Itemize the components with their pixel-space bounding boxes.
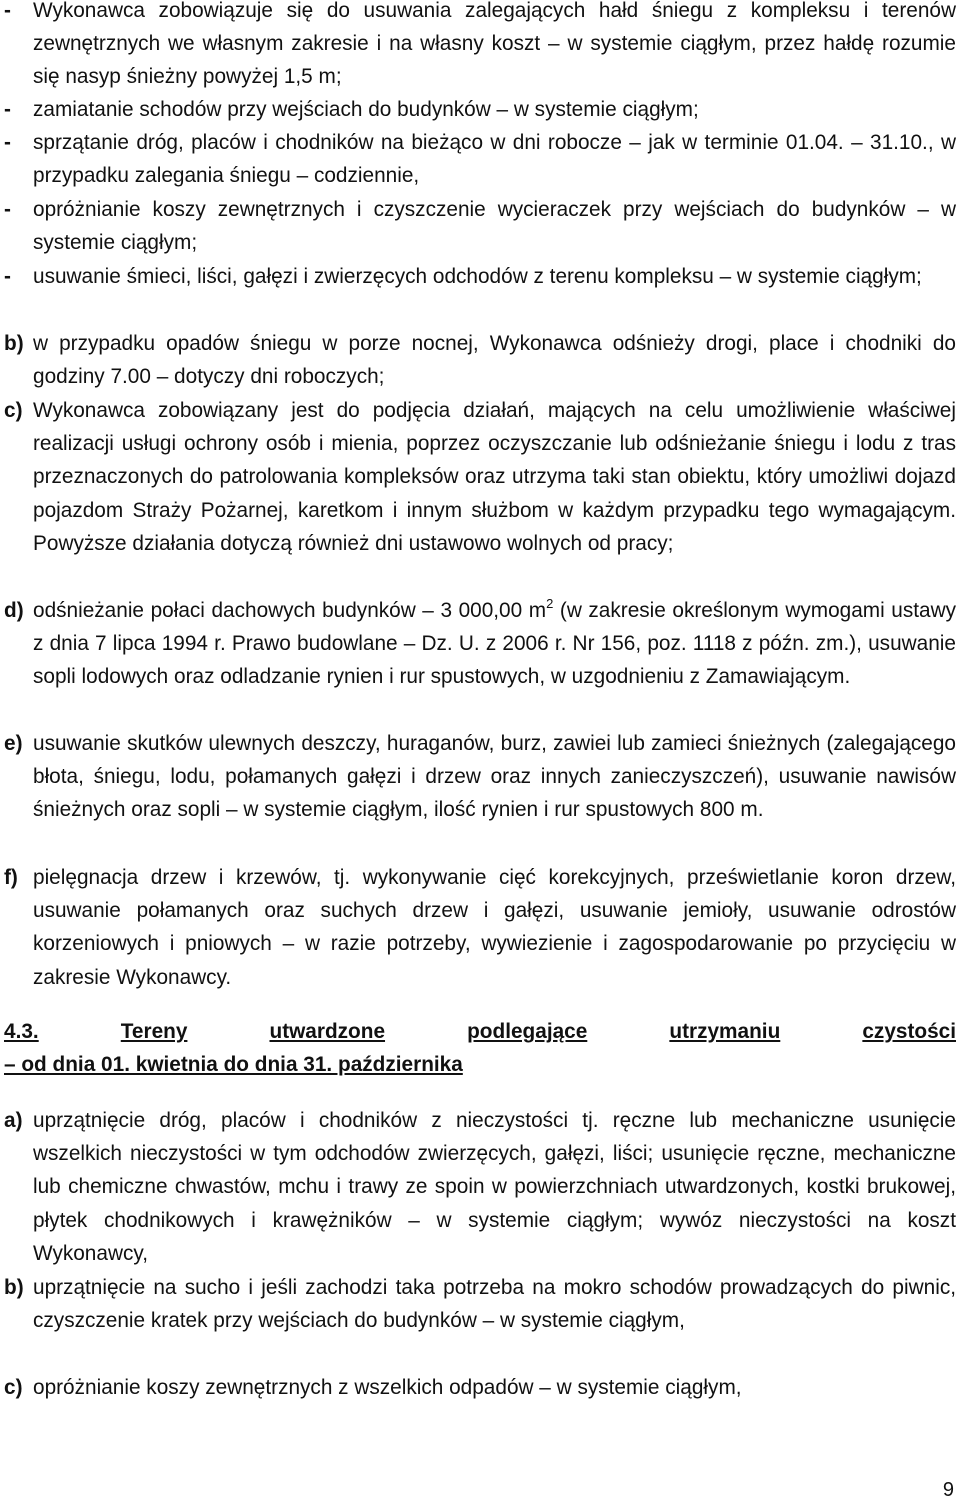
list-marker: c) bbox=[4, 1376, 23, 1399]
section-title-word: Tereny bbox=[120, 1020, 188, 1043]
list-item-text: zamiatanie schodów przy wejściach do budynków – w systemie ciągłym; bbox=[33, 98, 699, 121]
list-item bbox=[4, 861, 956, 994]
list-item bbox=[4, 1104, 956, 1270]
list-marker: d) bbox=[4, 599, 24, 622]
section-title-word: utwardzone bbox=[269, 1020, 386, 1043]
page-number: 9 bbox=[942, 1479, 954, 1501]
list-item bbox=[4, 193, 956, 259]
list-item-text: w przypadku opadów śniegu w porze nocnej, Wykonawca odśnieży drogi, place i chodniki do godziny 7.00 – dotyczy dni roboczych; bbox=[33, 332, 956, 389]
list-marker: - bbox=[4, 0, 11, 22]
list-item bbox=[4, 394, 956, 560]
section-title-word: podlegające bbox=[467, 1020, 588, 1043]
list-marker: c) bbox=[4, 399, 23, 422]
list-item-text: Wykonawca zobowiązuje się do usuwania zalegających hałd śniegu z kompleksu i terenów zewnętrznych we własnym zakresie i na własny koszt – w systemie ciągłym, przez hałdę rozumie się nasyp śnieżny powyżej 1,5 m; bbox=[33, 0, 956, 89]
section-heading bbox=[4, 1015, 956, 1081]
list-item-text: opróżnianie koszy zewnętrznych i czyszczenie wycieraczek przy wejściach do budynków – w systemie ciągłym; bbox=[33, 198, 956, 255]
list-item bbox=[4, 0, 956, 94]
superscript: 2 bbox=[546, 596, 554, 611]
section-title-word: czystości bbox=[862, 1020, 956, 1043]
list-marker: - bbox=[4, 265, 11, 288]
list-item-text: uprzątnięcie na sucho i jeśli zachodzi taka potrzeba na mokro schodów prowadzących do piwnic, czyszczenie kratek przy wejściach do budynków – w systemie ciągłym, bbox=[33, 1276, 956, 1333]
list-marker: b) bbox=[4, 332, 24, 355]
list-marker: - bbox=[4, 98, 11, 121]
list-marker: - bbox=[4, 131, 11, 154]
list-item bbox=[4, 126, 956, 192]
list-item-text: usuwanie śmieci, liści, gałęzi i zwierzęcych odchodów z terenu kompleksu – w systemie ciągłym; bbox=[33, 265, 922, 288]
list-marker: - bbox=[4, 198, 11, 221]
list-item bbox=[4, 327, 956, 393]
section-title-word: utrzymaniu bbox=[669, 1020, 781, 1043]
list-marker: f) bbox=[4, 866, 18, 889]
section-number: 4.3. bbox=[4, 1020, 39, 1043]
list-item-text: sprzątanie dróg, placów i chodników na bieżąco w dni robocze – jak w terminie 01.04. – 31.10., w przypadku zalegania śniegu – codziennie, bbox=[33, 131, 956, 188]
section-subtitle: – od dnia 01. kwietnia do dnia 31. października bbox=[4, 1053, 463, 1077]
list-item-text: uprzątnięcie dróg, placów i chodników z nieczystości tj. ręczne lub mechaniczne usunięcie wszelkich nieczystości w tym odchodów zwierzęcych, gałęzi, liści; usunięcie ręczne, mechaniczne lub chemiczne chwastów, mchu i trawy ze spoin w powierzchniach utwardzonych, kostki brukowej, płytek chodnikowych i krawężników – w systemie ciągłym; wywóz nieczystości na koszt Wykonawcy, bbox=[33, 1109, 956, 1265]
list-item bbox=[4, 260, 956, 293]
list-item bbox=[4, 93, 956, 126]
list-item-text: odśnieżanie połaci dachowych budynków – 3 000,00 $m^2$ (w zakresie określonym wymogami ustawy z dnia 7 lipca 1994 r. Prawo budowlane – Dz. U. z 2006 r. Nr 156, poz. 1118 z późn. zm.), usuwanie sopli lodowych oraz odladzanie rynien i rur spustowych, w uzgodnieniu z Zamawiającym. bbox=[33, 596, 957, 689]
list-marker: a) bbox=[4, 1109, 23, 1132]
list-marker: b) bbox=[4, 1276, 24, 1299]
list-item-text: Wykonawca zobowiązany jest do podjęcia działań, mających na celu umożliwienie właściwej realizacji usługi ochrony osób i mienia, poprzez oczyszczanie lub odśnieżanie śniegu i lodu z tras przeznaczonych do patrolowania kompleksów oraz utrzyma taki stan obiektu, który umożliwi dojazd pojazdom Straży Pożarnej, karetkom i innym służbom w każdym przypadku tego wymagającym. Powyższe działania dotyczą również dni ustawowo wolnych od pracy; bbox=[33, 399, 956, 555]
list-item-text: opróżnianie koszy zewnętrznych z wszelkich odpadów – w systemie ciągłym, bbox=[33, 1376, 742, 1399]
list-item bbox=[4, 594, 956, 694]
list-item bbox=[4, 1371, 956, 1404]
list-item-text: pielęgnacja drzew i krzewów, tj. wykonywanie cięć korekcyjnych, prześwietlanie koron drzew, usuwanie połamanych oraz suchych drzew i gałęzi, usuwanie jemioły, usuwanie odrostów korzeniowych i pniowych – w razie potrzeby, wywiezienie i zagospodarowanie po przycięciu w zakresie Wykonawcy. bbox=[33, 866, 956, 989]
list-item bbox=[4, 727, 956, 827]
list-item bbox=[4, 1271, 956, 1337]
list-marker: e) bbox=[4, 732, 23, 755]
list-item-text: usuwanie skutków ulewnych deszczy, huraganów, burz, zawiei lub zamieci śnieżnych (zalegającego błota, śniegu, lodu, połamanych gałęzi i drzew oraz innych zanieczyszczeń), usuwanie nawisów śnieżnych oraz sopli – w systemie ciągłym, ilość rynien i rur spustowych 800 m. bbox=[33, 732, 956, 822]
